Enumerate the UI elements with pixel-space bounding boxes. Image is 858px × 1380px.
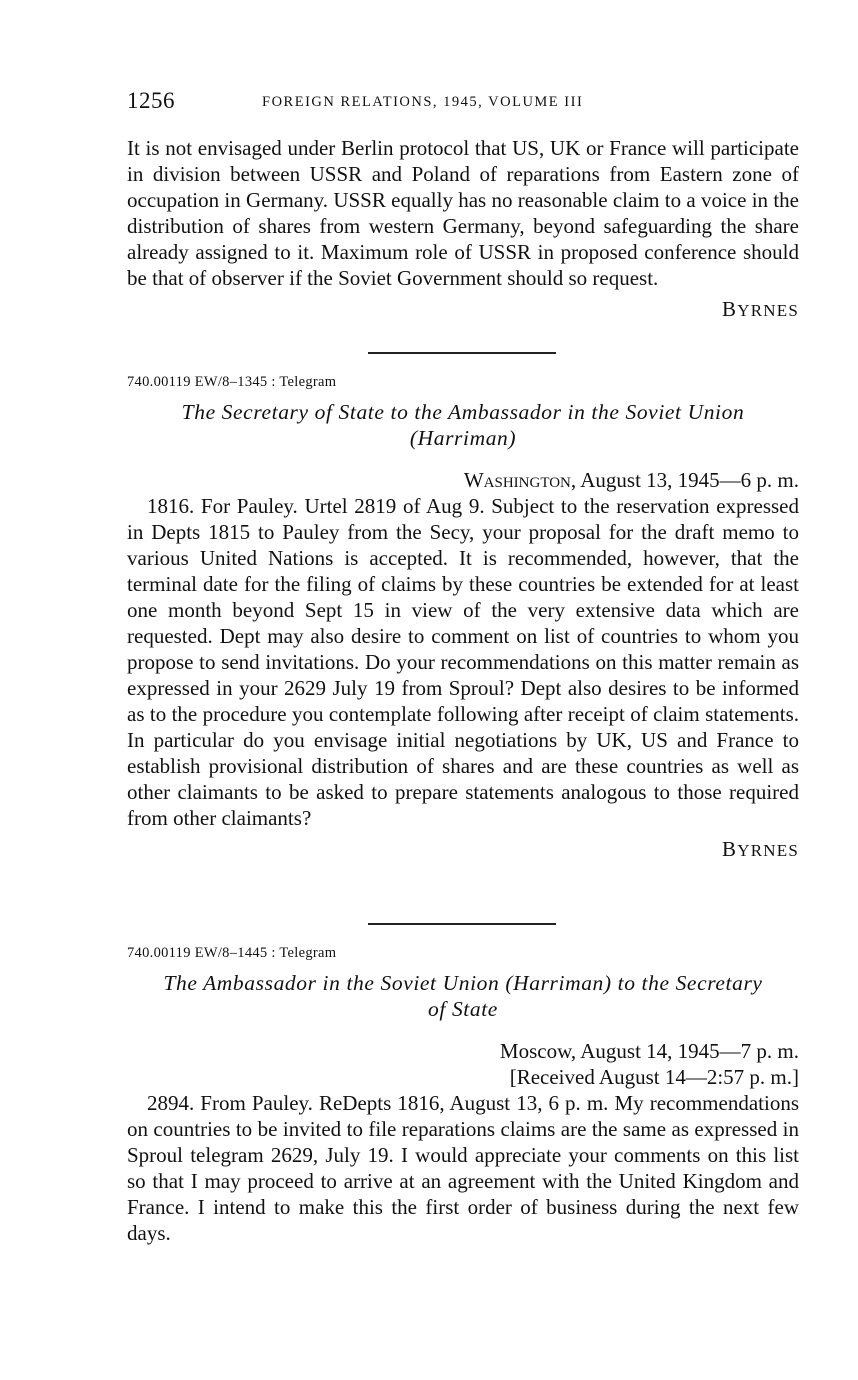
dateline: Moscow, August 14, 1945—7 p. m. — [499, 1039, 799, 1063]
telegram-body: 2894. From Pauley. ReDepts 1816, August 13, 6 p. m. My recommendations on countries to be invited to file reparations claims are the same as expressed in Sproul telegram 2629, July 19. I would appreciate your comments on this list so that I may proceed to arrive at an agreement with the United Kingdom and France. I intend to make this the first order of business during the next few days. — [127, 1091, 799, 1245]
signature-text: BYRNES — [722, 297, 799, 321]
dateline — [127, 467, 799, 493]
document-title-line2: (Harriman) — [409, 426, 517, 450]
telegram-2894 — [127, 945, 799, 1246]
telegram-1816 — [127, 374, 799, 862]
page-number: 1256 — [127, 88, 175, 113]
signature-byrnes-2 — [127, 837, 799, 862]
document-title-line1: The Secretary of State to the Ambassador in the Soviet Union — [181, 400, 745, 424]
signature-text: BYRNES — [722, 837, 799, 861]
running-head: FOREIGN RELATIONS, 1945, VOLUME III — [262, 94, 584, 110]
telegram-body: 1816. For Pauley. Urtel 2819 of Aug 9. Subject to the reservation expressed in Depts 1815 to Pauley from the Secy, your proposal for the draft memo to various United Nations is accepted. It is recommended, however, that the terminal date for the filing of claims by these countries be extended for at least one month beyond Sept 15 in view of the very extensive data which are requested. Dept may also desire to comment on list of countries to whom you propose to send invitations. Do your recommendations on this matter remain as expressed in your 2629 July 19 from Sproul? Dept also desires to be informed as to the procedure you contemplate following after receipt of claim statements. In particular do you envisage initial negotiations by UK, US and France to establish provisional distribution of shares and are these countries as well as other claimants to be asked to prepare statements analogous to those required from other claimants? — [127, 494, 799, 830]
signature-byrnes-1 — [127, 297, 799, 322]
file-reference: 740.00119 EW/8–1445 : Telegram — [127, 945, 337, 961]
section-continuation — [127, 135, 799, 322]
document-title-line2: of State — [428, 997, 498, 1021]
dateline-date: , August 13, 1945—6 p. m. — [570, 468, 799, 492]
received-line: [Received August 14—2:57 p. m.] — [509, 1065, 799, 1089]
dateline-place: Washington — [463, 468, 571, 492]
section-divider — [368, 352, 556, 354]
section-divider — [368, 923, 556, 925]
page-header — [127, 88, 799, 120]
continuation-paragraph: It is not envisaged under Berlin protocol that US, UK or France will participate in division between USSR and Poland of reparations from Eastern zone of occupation in Germany. USSR equally has no reasonable claim to a voice in the distribution of shares from western Germany, beyond safeguarding the share already assigned to it. Maximum role of USSR in proposed conference should be that of observer if the Soviet Government should so request. — [127, 136, 799, 290]
document-title-line1: The Ambassador in the Soviet Union (Harriman) to the Secretary — [163, 971, 763, 995]
file-reference: 740.00119 EW/8–1345 : Telegram — [127, 374, 337, 390]
